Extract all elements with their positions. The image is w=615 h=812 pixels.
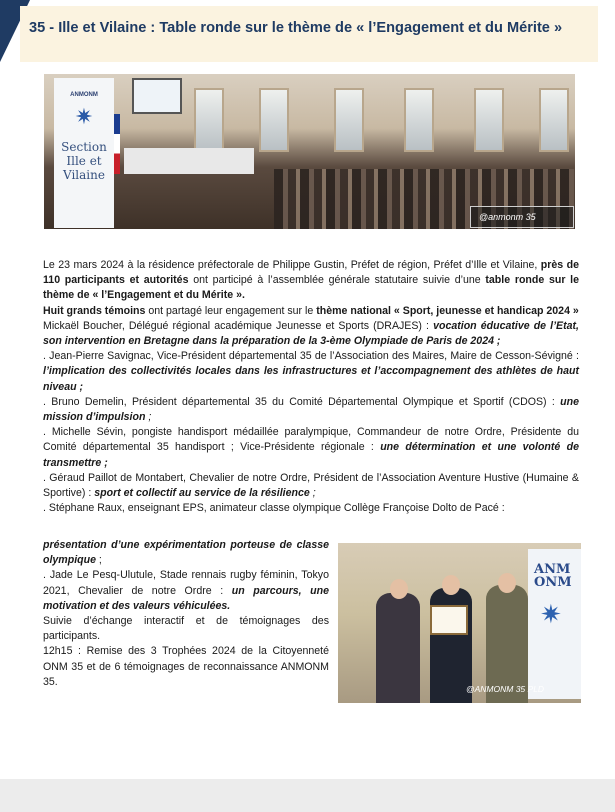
person-head [390,579,408,599]
witness-item: . Jean-Pierre Savignac, Vice-Président départemental 35 de l’Association des Maires, Maire de Cesson-Sévigné : l’implication des collectivités locales dans les infrastructures et l’accompagnement des athlètes de haut niveau ; [43,350,579,393]
projection-screen [132,78,182,114]
panel-logo-text: ANM ONM [534,562,572,590]
section-banner [54,78,114,228]
person-head [498,573,516,593]
article-body [43,258,579,516]
star-emblem-icon: ✷ [74,104,94,129]
witness-item: Mickaël Boucher, Délégué régional académique Jeunesse et Sports (DRAJES) : vocation éducative de l’Etat, son intervention en Bretagne dans la préparation de la 3-ème Olympiade de Paris de 2024 ; [43,319,579,348]
witness-item: . Stéphane Raux, enseignant EPS, animateur classe olympique Collège Françoise Dolto de Pacé : [43,502,505,515]
photo-window [474,88,504,152]
exchange-paragraph: Suivie d’échange interactif et de témoignages des participants. [43,615,329,643]
anmonm-panel [528,549,581,699]
trophies-paragraph: 12h15 : Remise des 3 Trophées 2024 de la Citoyenneté ONM 35 et de 6 témoignages de reconnaissance ANMONM 35. [43,645,329,688]
witness-item: . Bruno Demelin, Président départemental 35 du Comité Départemental Olympique et Sportif (CDOS) : une mission d’impulsion ; [43,395,579,424]
photo-credit: @anmonm 35 [470,206,574,228]
banner-section: Section Ille et Vilaine [61,140,107,182]
person-figure [376,593,420,703]
witness-item: . Jade Le Pesq-Ulutule, Stade rennais rugby féminin, Tokyo 2021, Chevalier de notre Ordre : un parcours, une motivation et des valeurs véhiculées. [43,569,329,612]
witness-item: . Géraud Paillot de Montabert, Chevalier de notre Ordre, Président de l’Association Aventure Hustive (Humaine & Sportive) : sport et collectif au service de la résilience ; [43,471,579,500]
photo-window [194,88,224,152]
photo-window [259,88,289,152]
page-title: 35 - Ille et Vilaine : Table ronde sur le thème de « l’Engagement et du Mérite » [29,20,563,36]
photo-window [539,88,569,152]
banner-org: ANMONM [70,92,98,98]
footer-band [0,779,615,812]
witness-item: . Michelle Sévin, pongiste handisport médaillée paralympique, Commandeur de notre Ordre, Présidente du Comité départemental 35 handisport ; Vice-Présidente régionale : une détermination et une volonté de transmettre ; [43,426,579,469]
star-emblem-icon: ✷ [540,599,562,629]
speaker-table [124,148,254,174]
photo-window [334,88,364,152]
person-head [442,575,460,595]
intro-paragraph: Le 23 mars 2024 à la résidence préfectorale de Philippe Gustin, Préfet de région, Préfet d’Ille et Vilaine, près de 110 participants et autorités ont participé à l’assemblée générale statutaire suivie d’une table ronde sur le thème de « l’Engagement et du Mérite ». [43,259,580,302]
article-body-lower [43,538,329,690]
award-photo [338,543,581,703]
witness-item: présentation d’une expérimentation porteuse de classe olympique ; [43,539,329,567]
photo-window [404,88,434,152]
witnesses-intro: Huit grands témoins ont partagé leur engagement sur le thème national « Sport, jeunesse et handicap 2024 » [43,304,579,317]
trophy-certificate [430,605,468,635]
article-header [20,6,598,62]
photo-credit: @ANMONM 35 PLD [466,684,545,694]
